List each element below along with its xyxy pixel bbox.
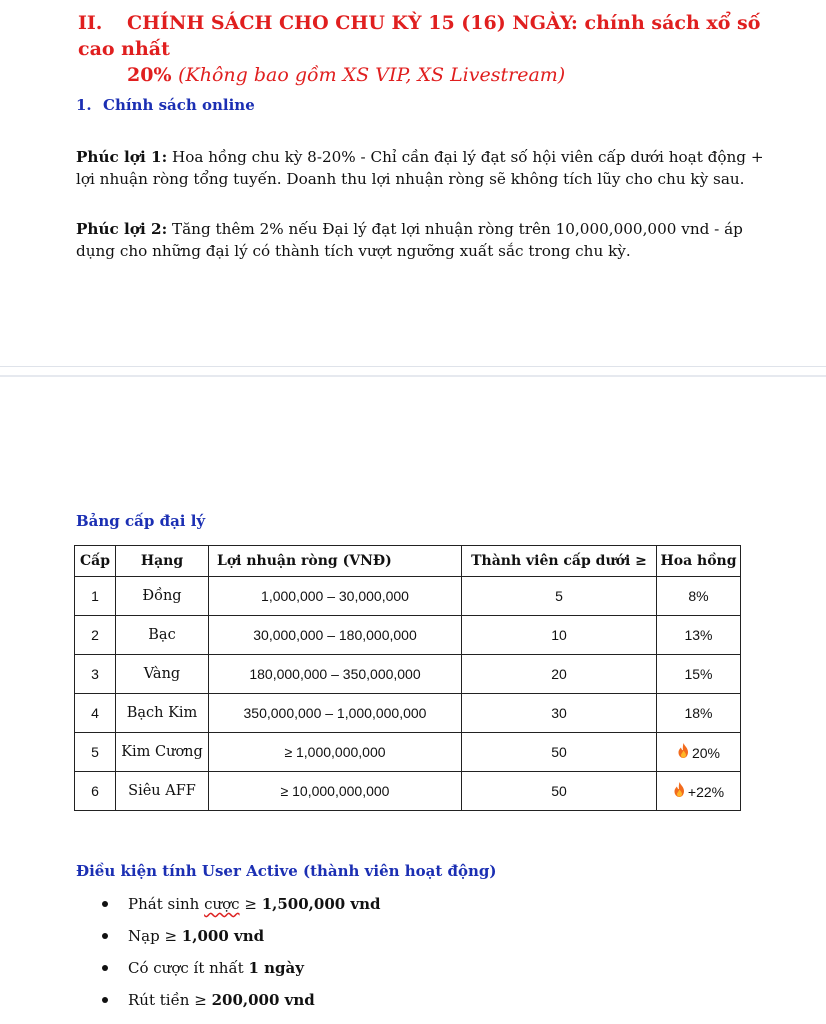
members-cell: 5 (462, 577, 657, 616)
commission-cell: 8% (657, 577, 741, 616)
column-header: Hoa hồng (657, 546, 741, 577)
condition-value: 200,000 vnd (211, 991, 315, 1009)
condition-text: Phát sinh (128, 895, 200, 913)
benefit-2-text: Tăng thêm 2% nếu Đại lý đạt lợi nhuận ròng trên 10,000,000,000 vnd - áp dụng cho những đại lý có thành tích vượt ngưỡng xuất sắc trong chu kỳ. (76, 220, 743, 260)
commission-cell (657, 772, 741, 811)
table-title: Bảng cấp đại lý (76, 512, 206, 530)
members-cell: 30 (462, 694, 657, 733)
table-header-row (75, 546, 741, 577)
table-row (75, 577, 741, 616)
subsection-heading (76, 96, 255, 114)
subsection-title: Chính sách online (103, 96, 255, 114)
rank-cell: Bạch Kim (116, 694, 209, 733)
list-item (76, 925, 381, 957)
level-cell: 2 (75, 616, 116, 655)
profit-cell: 180,000,000 – 350,000,000 (209, 655, 462, 694)
commission-cell (657, 733, 741, 772)
rank-cell: Đồng (116, 577, 209, 616)
condition-text: Có cược ít nhất (128, 959, 249, 977)
column-header: Lợi nhuận ròng (VNĐ) (209, 546, 462, 577)
rank-cell: Bạc (116, 616, 209, 655)
commission-value: +22% (687, 784, 725, 800)
level-cell: 3 (75, 655, 116, 694)
flame-icon (677, 743, 690, 758)
profit-cell: 350,000,000 – 1,000,000,000 (209, 694, 462, 733)
column-header: Hạng (116, 546, 209, 577)
commission-cell: 13% (657, 616, 741, 655)
condition-text: Rút tiền ≥ (128, 991, 212, 1009)
section-heading (78, 10, 778, 88)
heading-line1: CHÍNH SÁCH CHO CHU KỲ 15 (16) NGÀY: chính sách xổ số cao nhất (78, 12, 761, 60)
bullet-icon (102, 901, 108, 907)
table-row (75, 694, 741, 733)
profit-cell: 1,000,000 – 30,000,000 (209, 577, 462, 616)
benefit-1-label: Phúc lợi 1: (76, 148, 168, 166)
members-cell: 20 (462, 655, 657, 694)
subsection-number: 1. (76, 96, 92, 114)
members-cell: 10 (462, 616, 657, 655)
level-cell: 1 (75, 577, 116, 616)
level-cell: 5 (75, 733, 116, 772)
benefit-2-label: Phúc lợi 2: (76, 220, 168, 238)
column-header: Cấp (75, 546, 116, 577)
table-row (75, 616, 741, 655)
heading-max-rate: 20% (127, 64, 172, 86)
condition-text: cược (204, 895, 240, 913)
heading-exclusion: (Không bao gồm XS VIP, XS Livestream) (178, 64, 566, 86)
benefit-1-paragraph (76, 146, 766, 190)
bullet-icon (102, 933, 108, 939)
commission-cell: 18% (657, 694, 741, 733)
condition-value: 1,000 vnd (181, 927, 265, 945)
condition-text: Nạp ≥ (128, 927, 182, 945)
page-divider (0, 375, 826, 377)
column-header: Thành viên cấp dưới ≥ (462, 546, 657, 577)
list-item (76, 957, 381, 989)
benefit-1-text: Hoa hồng chu kỳ 8-20% - Chỉ cần đại lý đạt số hội viên cấp dưới hoạt động + lợi nhuận ròng tổng tuyến. Doanh thu lợi nhuận ròng sẽ không tích lũy cho chu kỳ sau. (76, 148, 764, 188)
level-cell: 6 (75, 772, 116, 811)
bullet-icon (102, 997, 108, 1003)
list-item (76, 989, 381, 1021)
profit-cell: ≥ 1,000,000,000 (209, 733, 462, 772)
condition-text: ≥ (239, 895, 262, 913)
rank-cell: Siêu AFF (116, 772, 209, 811)
profit-cell: ≥ 10,000,000,000 (209, 772, 462, 811)
section-number: II. (78, 12, 103, 34)
rank-cell: Vàng (116, 655, 209, 694)
level-cell: 4 (75, 694, 116, 733)
active-conditions-list (76, 893, 381, 1021)
flame-icon (673, 782, 686, 797)
table-row (75, 733, 741, 772)
list-item (76, 893, 381, 925)
benefit-2-paragraph (76, 218, 766, 262)
members-cell: 50 (462, 733, 657, 772)
page-divider (0, 366, 826, 367)
profit-cell: 30,000,000 – 180,000,000 (209, 616, 462, 655)
condition-value: 1 ngày (248, 959, 304, 977)
active-conditions-title: Điều kiện tính User Active (thành viên hoạt động) (76, 862, 497, 880)
commission-cell: 15% (657, 655, 741, 694)
condition-value: 1,500,000 vnd (261, 895, 381, 913)
members-cell: 50 (462, 772, 657, 811)
table-row (75, 772, 741, 811)
table-row (75, 655, 741, 694)
bullet-icon (102, 965, 108, 971)
rank-cell: Kim Cương (116, 733, 209, 772)
agent-level-table (74, 545, 741, 811)
commission-value: 20% (691, 745, 721, 761)
